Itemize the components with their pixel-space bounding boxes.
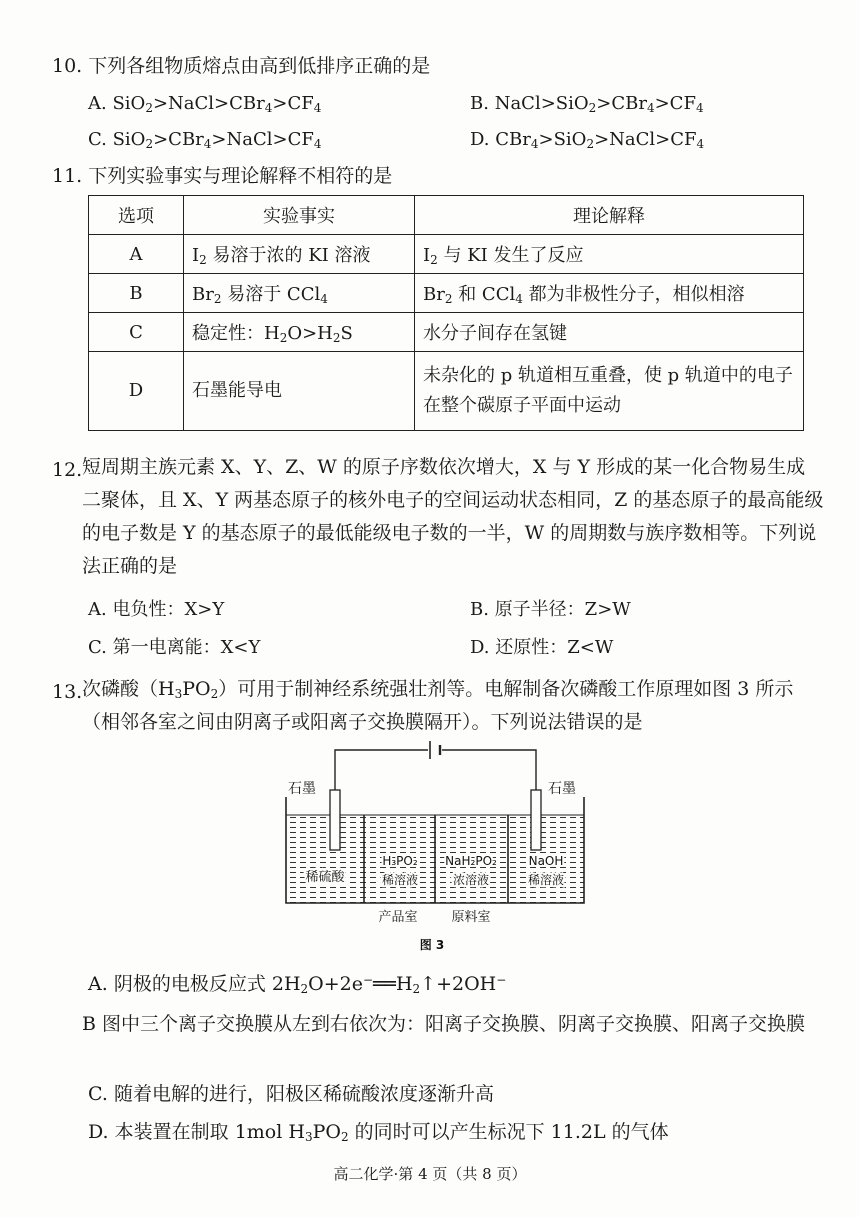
table-row bbox=[89, 274, 804, 313]
q12-option-c[interactable]: C. 第一电离能：X<Y bbox=[88, 637, 261, 658]
row-a-theory: $I_2$ 与 KI 发生了反应 bbox=[415, 235, 804, 274]
chamber-3-label-2: 浓溶液 bbox=[452, 873, 490, 887]
q13-option-a[interactable]: A. 阴极的电极反应式 $2H_2O+2e^-══H_2↑+2OH^-$ bbox=[88, 973, 507, 996]
row-a-fact: $I_2$ 易溶于浓的 KI 溶液 bbox=[184, 235, 415, 274]
page-footer: 高二化学·第 4 页（共 8 页） bbox=[333, 1165, 527, 1183]
q13-stem-text: 次磷酸$(H_3PO_2)$可用于制神经系统强壮剂等。电解制备次磷酸工作原理如图 3 所示（相邻各室之间由阴离子或阳离子交换膜隔开）。下列说法错误的是 bbox=[82, 678, 794, 733]
electrolysis-diagram bbox=[280, 735, 590, 960]
row-d-option: D bbox=[89, 352, 184, 431]
q10-option-d[interactable]: D. $CBr_4>SiO_2>NaCl>CF_4$ bbox=[470, 129, 705, 151]
q10-stem-text: 下列各组物质熔点由高到低排序正确的是 bbox=[88, 55, 431, 77]
chamber-2-label-2: 稀溶液 bbox=[381, 873, 419, 887]
product-chamber-label: 产品室 bbox=[378, 910, 418, 925]
anode-graphite bbox=[330, 790, 340, 850]
row-a-option: A bbox=[89, 235, 184, 274]
q12-option-b[interactable]: B. 原子半径：Z>W bbox=[470, 599, 631, 620]
figure-caption: 图 3 bbox=[419, 938, 445, 952]
electrode-right-label: 石墨 bbox=[548, 781, 576, 797]
q10-stem bbox=[52, 54, 430, 78]
cathode-graphite bbox=[531, 790, 541, 850]
wire-left bbox=[335, 750, 428, 790]
header-option: 选项 bbox=[89, 196, 184, 235]
row-b-fact: $Br_2$ 易溶于 CCl$_4$ bbox=[184, 274, 415, 313]
wire-right bbox=[442, 750, 536, 790]
row-d-fact: 石墨能导电 bbox=[184, 352, 415, 431]
header-theory: 理论解释 bbox=[415, 196, 804, 235]
header-fact: 实验事实 bbox=[184, 196, 415, 235]
q13-number: 13. bbox=[52, 681, 83, 703]
raw-chamber-label: 原料室 bbox=[451, 910, 491, 925]
row-c-fact: 稳定性：$H_2O>H_2S$ bbox=[184, 313, 415, 352]
table-row bbox=[89, 313, 804, 352]
row-c-theory: 水分子间存在氢键 bbox=[415, 313, 804, 352]
q12-option-d[interactable]: D. 还原性：Z<W bbox=[470, 637, 614, 658]
row-b-theory: $Br_2$ 和 CCl$_4$ 都为非极性分子，相似相溶 bbox=[415, 274, 804, 313]
q11-stem-text: 下列实验事实与理论解释不相符的是 bbox=[88, 165, 393, 187]
table-header-row bbox=[89, 196, 804, 235]
row-d-theory: 未杂化的 p 轨道相互重叠，使 p 轨道中的电子在整个碳原子平面中运动 bbox=[415, 352, 804, 431]
row-c-option: C bbox=[89, 313, 184, 352]
chamber-4-label-1: NaOH bbox=[528, 854, 564, 868]
q10-option-a[interactable]: A. $SiO_2>NaCl>CBr_4>CF_4$ bbox=[88, 93, 322, 115]
q11-number: 11. bbox=[52, 165, 83, 187]
table-row bbox=[89, 235, 804, 274]
q12-number: 12. bbox=[52, 459, 83, 481]
q13-option-b[interactable]: B 图中三个离子交换膜从左到右依次为：阳离子交换膜、阴离子交换膜、阳离子交换膜 bbox=[82, 1013, 806, 1035]
chamber-1-label: 稀硫酸 bbox=[305, 870, 345, 885]
q11-stem bbox=[52, 164, 392, 188]
q10-option-b[interactable]: B. $NaCl>SiO_2>CBr_4>CF_4$ bbox=[470, 93, 704, 115]
q11-table bbox=[88, 195, 804, 431]
table-row bbox=[89, 352, 804, 431]
chamber-3-label-1: NaH₂PO₂ bbox=[445, 854, 497, 868]
electrode-left-label: 石墨 bbox=[288, 781, 316, 797]
row-b-option: B bbox=[89, 274, 184, 313]
chamber-4-label-2: 稀溶液 bbox=[527, 873, 565, 887]
q12-stem-text: 短周期主族元素 X、Y、Z、W 的原子序数依次增大，X 与 Y 形成的某一化合物易生成二聚体，且 X、Y 两基态原子的核外电子的空间运动状态相同，Z 的基态原子的最高能级的电子数是 Y 的基态原子的最低能级电子数的一半，W 的周期数与族序数相等。下列说法正确的是 bbox=[82, 456, 824, 577]
q10-number: 10. bbox=[52, 55, 83, 77]
q12-option-a[interactable]: A. 电负性：X>Y bbox=[88, 599, 225, 620]
q13-option-c[interactable]: C. 随着电解的进行，阳极区稀硫酸浓度逐渐升高 bbox=[88, 1083, 494, 1105]
chamber-2-label-1: H₃PO₂ bbox=[382, 854, 418, 868]
q13-option-d[interactable]: D. 本装置在制取 1mol $H_3PO_2$ 的同时可以产生标况下 11.2L 的气体 bbox=[88, 1121, 669, 1144]
q10-option-c[interactable]: C. $SiO_2>CBr_4>NaCl>CF_4$ bbox=[88, 129, 322, 151]
